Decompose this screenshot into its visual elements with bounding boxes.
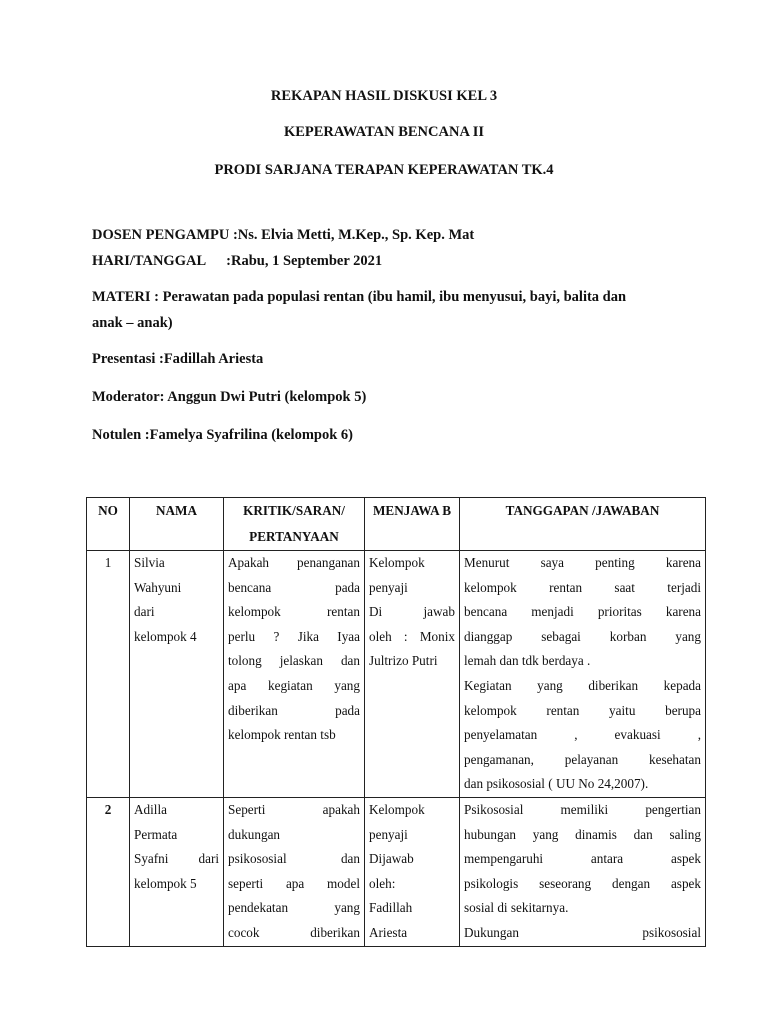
cell-menjawab: Kelompok penyaji Dijawab oleh: Fadillah Ariesta	[365, 797, 460, 946]
table-row	[87, 551, 706, 798]
course-title: KEPERAWATAN BENCANA II	[283, 124, 485, 140]
header-kritik: KRITIK/SARAN/ PERTANYAAN	[224, 498, 365, 551]
notetaker-line: Notulen :Famelya Syafrilina (kelompok 6)	[92, 427, 353, 443]
header-menjawab: MENJAWA B	[365, 498, 460, 551]
document-title: REKAPAN HASIL DISKUSI KEL 3	[270, 88, 498, 104]
program-title: PRODI SARJANA TERAPAN KEPERAWATAN TK.4	[214, 162, 554, 178]
presenter-line: Presentasi :Fadillah Ariesta	[92, 351, 264, 367]
header-nama: NAMA	[130, 498, 224, 551]
cell-kritik: Seperti apakah dukungan psikososial dan seperti apa model pendekatan yang cocok diberikan	[224, 797, 365, 946]
cell-tanggapan: Menurut saya penting karena kelompok rentan saat terjadi bencana menjadi prioritas karena dianggap sebagai korban yang lemah dan tdk berdaya . Kegiatan yang diberikan kepada kelompok rentan yaitu berupa penyelamatan , evakuasi , pengamanan, pelayanan kesehatan dan psikososial ( UU No 24,2007).	[460, 551, 706, 798]
date-label: HARI/TANGGAL	[92, 253, 207, 269]
material-text-2: anak – anak)	[92, 315, 173, 331]
header-tanggapan: TANGGAPAN /JAWABAN	[460, 498, 706, 551]
cell-nama: Adilla Permata Syafni dari kelompok 5	[130, 797, 224, 946]
moderator-line: Moderator: Anggun Dwi Putri (kelompok 5)	[92, 389, 367, 405]
date-value: :Rabu, 1 September 2021	[226, 253, 383, 269]
table-row	[87, 797, 706, 946]
cell-tanggapan: Psikososial memiliki pengertian hubungan yang dinamis dan saling mempengaruhi antara aspek psikologis seseorang dengan aspek sosial di sekitarnya. Dukungan psikososial	[460, 797, 706, 946]
row-number: 2	[87, 797, 130, 946]
discussion-table	[86, 497, 706, 947]
lecturer-line: DOSEN PENGAMPU :Ns. Elvia Metti, M.Kep., Sp. Kep. Mat	[92, 227, 475, 243]
cell-kritik: Apakah penanganan bencana pada kelompok rentan perlu ? Jika Iyaa tolong jelaskan dan apa kegiatan yang diberikan pada kelompok rentan tsb	[224, 551, 365, 798]
date-line	[92, 248, 382, 274]
header-no: NO	[87, 498, 130, 551]
row-number: 1	[87, 551, 130, 798]
cell-menjawab: Kelompok penyaji Di jawab oleh : Monix Jultrizo Putri	[365, 551, 460, 798]
material-text-1: MATERI : Perawatan pada populasi rentan (ibu hamil, ibu menyusui, bayi, balita dan	[92, 289, 627, 305]
material-line	[92, 284, 692, 336]
table-header-row	[87, 498, 706, 551]
cell-nama: Silvia Wahyuni dari kelompok 4	[130, 551, 224, 798]
